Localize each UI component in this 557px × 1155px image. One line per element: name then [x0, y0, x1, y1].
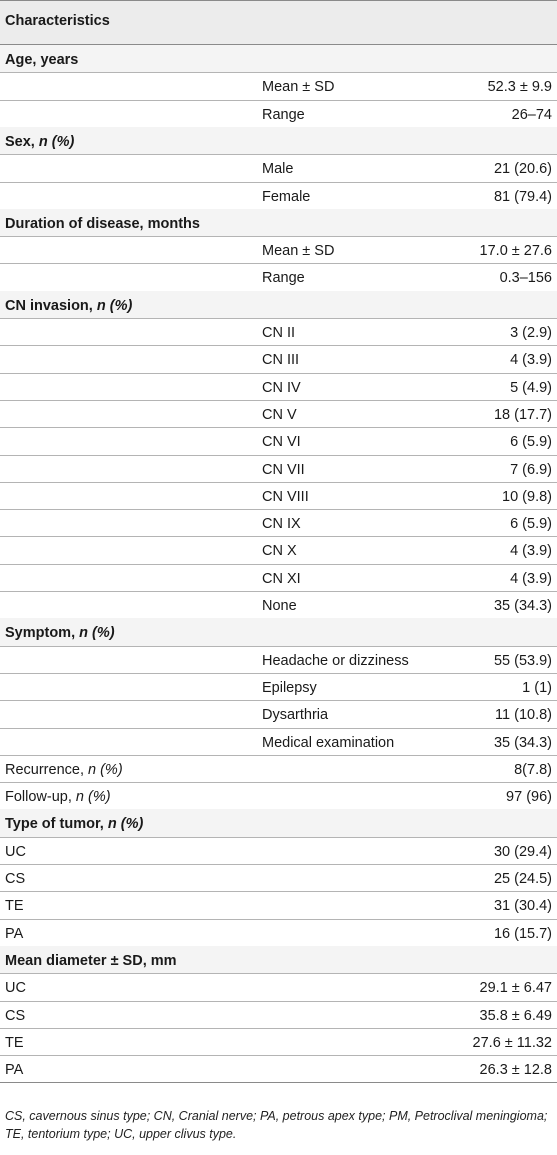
label-text: Type of tumor, — [5, 816, 108, 833]
table-row — [0, 509, 557, 536]
table-row — [0, 700, 557, 727]
value-cell: 26–74 — [511, 106, 552, 123]
subcategory-label: Epilepsy — [262, 679, 317, 696]
value-cell: 6 (5.9) — [510, 516, 552, 533]
value-cell: 11 (10.8) — [495, 707, 552, 724]
label-text: Duration of disease, months — [5, 215, 200, 232]
subcategory-label: CN VI — [262, 434, 301, 451]
label-text: Sex, — [5, 133, 39, 150]
subcategory-label: CN XI — [262, 570, 301, 587]
table-row — [0, 591, 557, 618]
row-label: TE — [5, 1034, 24, 1051]
table-row — [0, 728, 557, 755]
value-cell: 16 (15.7) — [493, 925, 552, 942]
table-row — [0, 318, 557, 345]
label-unit: n (%) — [107, 816, 144, 833]
row-label: UC — [5, 843, 26, 860]
label-unit: n (%) — [79, 625, 115, 642]
row-label — [5, 790, 111, 805]
table-rule — [0, 1082, 557, 1083]
table-row — [0, 482, 557, 509]
value-cell: 21 (20.6) — [493, 161, 552, 178]
label-unit: n (%) — [38, 133, 75, 150]
label-text: Recurrence, — [5, 761, 89, 778]
table-group-row — [0, 209, 557, 236]
table-row — [0, 673, 557, 700]
value-cell: 27.6 ± 11.32 — [472, 1034, 552, 1051]
subcategory-label: CN II — [262, 325, 296, 341]
group-label — [5, 135, 74, 150]
subcategory-label: CN IX — [262, 516, 301, 533]
subcategory-label: Headache or dizziness — [262, 652, 409, 669]
label-unit: n (%) — [88, 761, 123, 778]
value-cell: 1 (1) — [522, 679, 552, 696]
group-label — [5, 53, 78, 68]
table-row — [0, 1055, 557, 1082]
value-cell: 8(7.8) — [514, 761, 552, 778]
table-row — [0, 182, 557, 209]
group-label — [5, 954, 177, 969]
subcategory-label: Range — [262, 270, 305, 287]
subcategory-label: CN III — [262, 352, 300, 369]
subcategory-label: Mean ± SD — [262, 79, 335, 96]
subcategory-label: CN VIII — [262, 488, 309, 505]
label-unit: n (%) — [75, 789, 111, 806]
table-row — [0, 646, 557, 673]
value-cell: 6 (5.9) — [510, 434, 552, 451]
table-group-row — [0, 45, 557, 72]
table-group-row — [0, 618, 557, 645]
table-row — [0, 837, 557, 864]
column-header: Characteristics — [5, 13, 110, 29]
table-row — [0, 455, 557, 482]
row-label — [5, 763, 123, 778]
table-row — [0, 1001, 557, 1028]
value-cell: 35.8 ± 6.49 — [479, 1007, 552, 1024]
table-row — [0, 373, 557, 400]
subcategory-label: Female — [262, 188, 311, 205]
table-group-row — [0, 809, 557, 836]
table-row — [0, 345, 557, 372]
table-row — [0, 427, 557, 454]
table-row — [0, 536, 557, 563]
subcategory-label: Male — [262, 161, 294, 178]
table-row — [0, 1028, 557, 1055]
label-text: Follow-up, — [5, 789, 76, 806]
value-cell: 52.3 ± 9.9 — [487, 79, 552, 96]
group-label — [5, 299, 132, 314]
value-cell: 25 (24.5) — [493, 871, 552, 887]
label-unit: n (%) — [96, 297, 133, 314]
subcategory-label: CN IV — [262, 379, 301, 396]
table-row — [0, 864, 557, 891]
value-cell: 35 (34.3) — [493, 598, 552, 614]
subcategory-label: None — [262, 598, 297, 614]
row-label: TE — [5, 898, 24, 915]
value-cell: 4 (3.9) — [510, 570, 552, 587]
table-group-row — [0, 946, 557, 973]
subcategory-label: CN V — [262, 406, 297, 423]
value-cell: 7 (6.9) — [510, 461, 552, 478]
table-header-row — [0, 0, 557, 44]
table-row — [0, 782, 557, 809]
table-row — [0, 919, 557, 946]
table-row — [0, 263, 557, 290]
value-cell: 35 (34.3) — [493, 734, 552, 751]
label-text: Age, years — [5, 52, 79, 68]
row-label: CS — [5, 871, 26, 887]
label-text: Symptom, — [5, 625, 80, 642]
subcategory-label: Medical examination — [262, 734, 395, 751]
table-row — [0, 973, 557, 1000]
table-row — [0, 72, 557, 99]
group-label — [5, 817, 143, 832]
subcategory-label: Range — [262, 106, 305, 123]
value-cell: 26.3 ± 12.8 — [479, 1062, 552, 1079]
table-rule — [0, 0, 557, 1]
table-row — [0, 755, 557, 782]
value-cell: 3 (2.9) — [510, 325, 552, 341]
value-cell: 31 (30.4) — [493, 898, 552, 915]
row-label: PA — [5, 1062, 24, 1079]
value-cell: 55 (53.9) — [493, 652, 552, 669]
value-cell: 10 (9.8) — [502, 488, 552, 505]
row-label: PA — [5, 925, 24, 942]
value-cell: 4 (3.9) — [510, 352, 552, 369]
table-group-row — [0, 127, 557, 154]
value-cell: 18 (17.7) — [493, 406, 552, 423]
value-cell: 4 (3.9) — [510, 543, 552, 560]
table-row — [0, 400, 557, 427]
value-cell: 97 (96) — [506, 789, 552, 806]
value-cell: 30 (29.4) — [493, 843, 552, 860]
value-cell: 17.0 ± 27.6 — [479, 243, 552, 260]
row-label: UC — [5, 980, 26, 997]
label-text: CN invasion, — [5, 297, 97, 314]
table-row — [0, 564, 557, 591]
group-label — [5, 626, 115, 641]
value-cell: 5 (4.9) — [510, 379, 552, 396]
table-row — [0, 891, 557, 918]
subcategory-label: CN VII — [262, 461, 305, 478]
group-label — [5, 217, 200, 232]
value-cell: 81 (79.4) — [493, 188, 552, 205]
table-row — [0, 100, 557, 127]
subcategory-label: Mean ± SD — [262, 243, 335, 260]
table-row — [0, 236, 557, 263]
subcategory-label: Dysarthria — [262, 707, 329, 724]
value-cell: 0.3–156 — [499, 270, 552, 287]
row-label: CS — [5, 1007, 26, 1024]
table-row — [0, 154, 557, 181]
subcategory-label: CN X — [262, 543, 297, 560]
table-group-row — [0, 291, 557, 318]
value-cell: 29.1 ± 6.47 — [479, 980, 552, 997]
label-text: Mean diameter ± SD, mm — [5, 952, 177, 969]
table-footnote: CS, cavernous sinus type; CN, Cranial nerve; PA, petrous apex type; PM, Petroclival meningioma; TE, tentorium type; UC, upper clivus type. — [5, 1109, 548, 1141]
